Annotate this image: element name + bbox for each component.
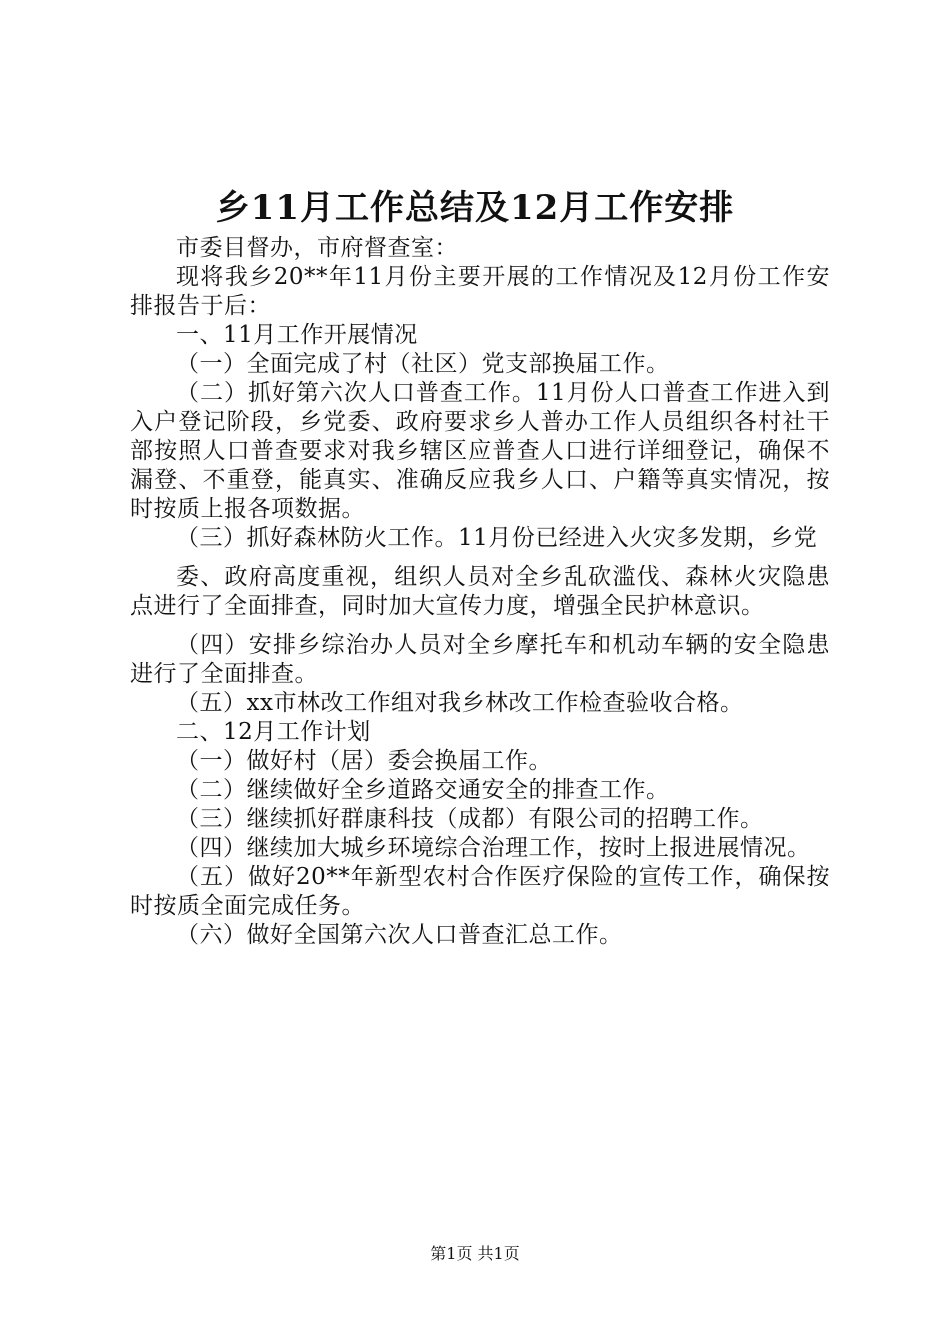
- item-1-1: （一）全面完成了村（社区）党支部换届工作。: [176, 351, 670, 377]
- item-1-4: （四）安排乡综治办人员对全乡摩托车和机动车辆的安全隐患进行了全面排查。: [130, 632, 830, 687]
- item-1-5: （五）xx市林改工作组对我乡林改工作检查验收合格。: [176, 690, 744, 716]
- section-heading-1: 一、11月工作开展情况: [176, 322, 418, 348]
- item-2-2: （二）继续做好全乡道路交通安全的排查工作。: [176, 777, 670, 803]
- section-heading-2: 二、12月工作计划: [176, 719, 371, 745]
- document-body: [130, 234, 830, 950]
- item-2-4: （四）继续加大城乡环境综合治理工作，按时上报进展情况。: [176, 835, 811, 861]
- salutation: 市委目督办，市府督查室：: [176, 235, 458, 261]
- item-2-6: （六）做好全国第六次人口普查汇总工作。: [176, 922, 623, 948]
- item-1-3-continued: 委、政府高度重视，组织人员对全乡乱砍滥伐、森林火灾隐患点进行了全面排查，同时加大宣传力度，增强全民护林意识。: [130, 564, 830, 619]
- document-title: 乡11月工作总结及12月工作安排: [215, 188, 735, 228]
- item-2-5: （五）做好20**年新型农村合作医疗保险的宣传工作，确保按时按质全面完成任务。: [130, 864, 830, 919]
- page-number-footer: 第1页 共1页: [430, 1244, 520, 1263]
- item-1-2: （二）抓好第六次人口普查工作。11月份人口普查工作进入到入户登记阶段，乡党委、政府要求乡人普办工作人员组织各村社干部按照人口普查要求对我乡辖区应普查人口进行详细登记，确保不漏登、不重登，能真实、准确反应我乡人口、户籍等真实情况，按时按质上报各项数据。: [130, 380, 830, 522]
- item-2-1: （一）做好村（居）委会换届工作。: [176, 748, 552, 774]
- intro-paragraph: 现将我乡20**年11月份主要开展的工作情况及12月份工作安排报告于后：: [130, 264, 830, 319]
- item-2-3: （三）继续抓好群康科技（成都）有限公司的招聘工作。: [176, 806, 764, 832]
- item-1-3: （三）抓好森林防火工作。11月份已经进入火灾多发期，乡党: [176, 525, 818, 551]
